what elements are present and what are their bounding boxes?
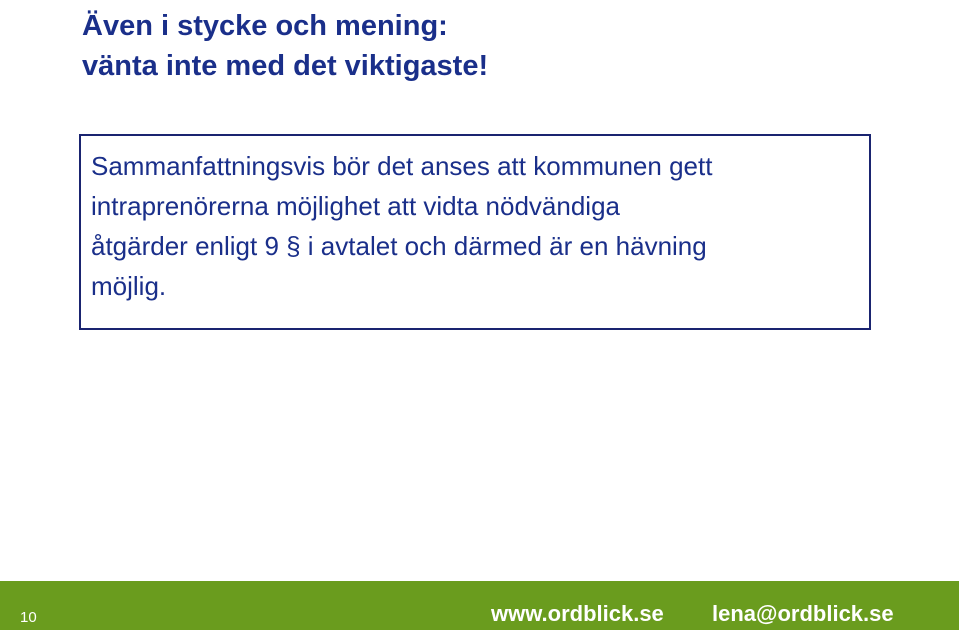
page-number: 10 [20, 609, 37, 626]
quote-text [91, 146, 859, 306]
quote-line-2: intraprenörerna möjlighet att vidta nödvändiga [91, 191, 621, 221]
email-link[interactable]: lena@ordblick.se [712, 601, 894, 626]
website-link[interactable]: www.ordblick.se [491, 601, 664, 626]
quote-line-3: åtgärder enligt 9 § i avtalet och därmed är en hävning [91, 231, 707, 261]
quote-line-1: Sammanfattningsvis bör det anses att kommunen gett [91, 151, 713, 181]
quote-box [79, 134, 871, 330]
footer-bar [0, 581, 959, 630]
quote-line-4: möjlig. [91, 271, 167, 301]
title-line-2: vänta inte med det viktigaste! [82, 50, 489, 82]
title-line-1: Även i stycke och mening: [82, 10, 448, 42]
slide-title [82, 6, 488, 86]
